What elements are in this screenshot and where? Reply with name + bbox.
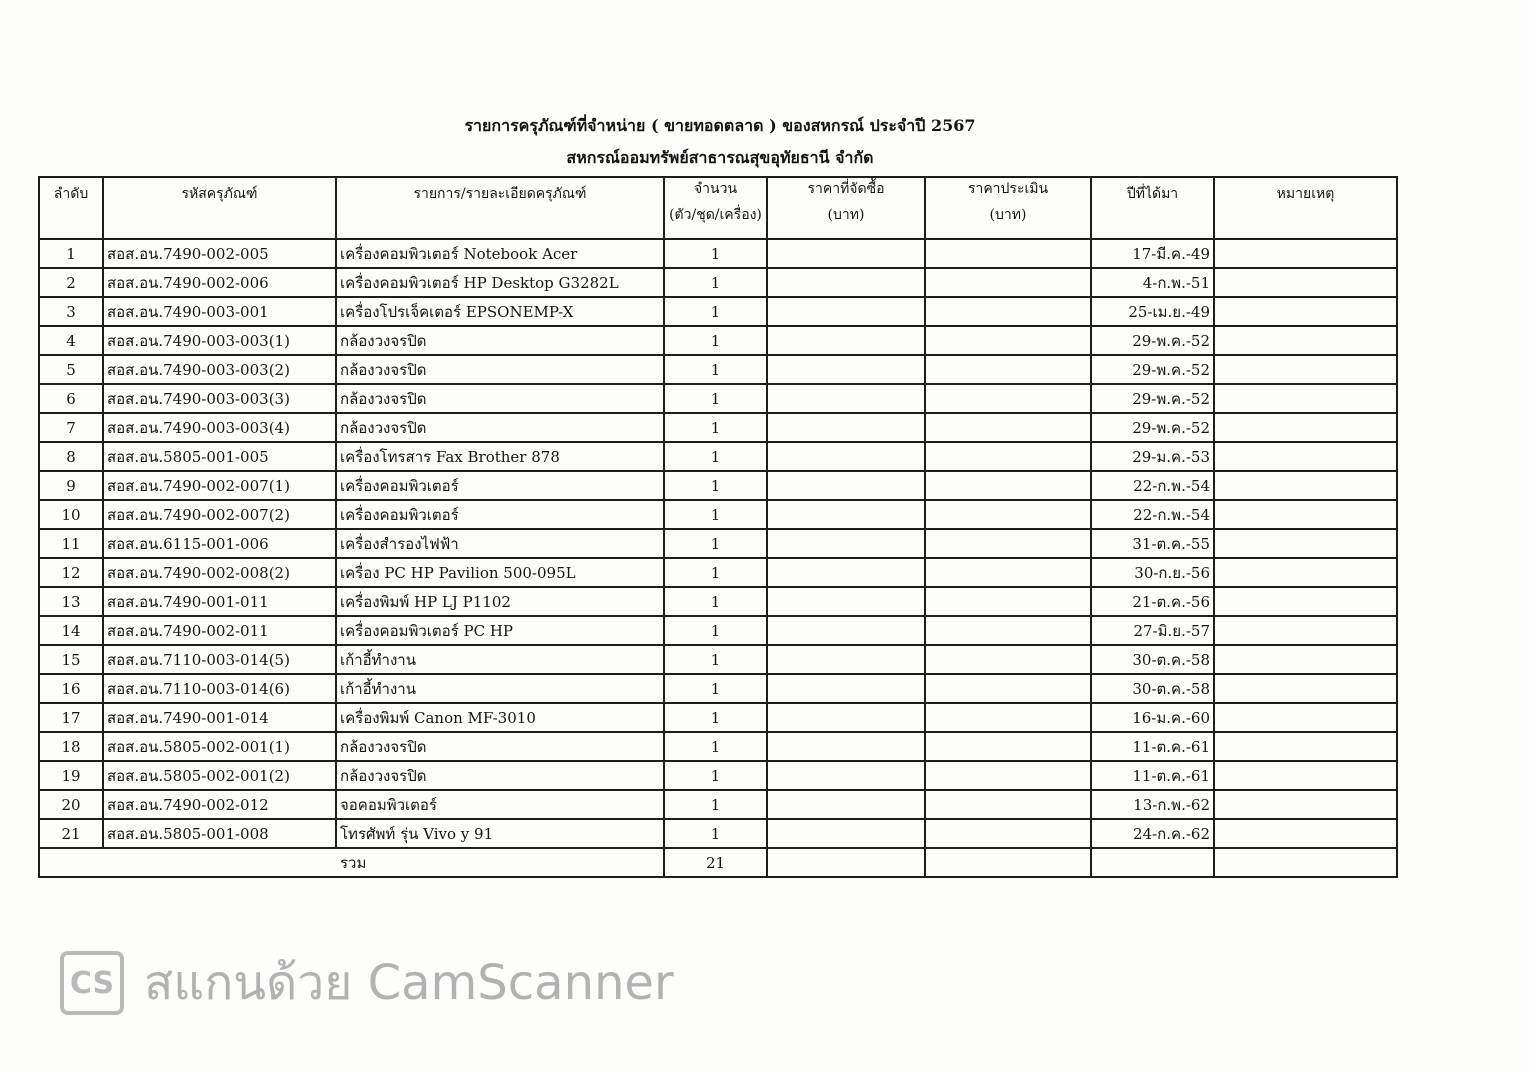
cell-no: 2 bbox=[39, 268, 103, 297]
header-eval-line1: ราคาประเมิน bbox=[967, 181, 1049, 197]
cell-note bbox=[1214, 732, 1397, 761]
cell-code: สอส.อน.5805-001-005 bbox=[103, 442, 336, 471]
table-row bbox=[39, 326, 1397, 355]
cell-eval bbox=[925, 384, 1091, 413]
cell-note bbox=[1214, 703, 1397, 732]
cell-year: 25-เม.ย.-49 bbox=[1091, 297, 1214, 326]
cell-qty: 1 bbox=[664, 529, 767, 558]
cell-no: 17 bbox=[39, 703, 103, 732]
cell-note bbox=[1214, 645, 1397, 674]
table-row bbox=[39, 384, 1397, 413]
cell-note bbox=[1214, 674, 1397, 703]
header-qty bbox=[664, 177, 767, 239]
cell-no: 21 bbox=[39, 819, 103, 848]
cell-no: 3 bbox=[39, 297, 103, 326]
table-row bbox=[39, 471, 1397, 500]
cell-desc: เครื่องพิมพ์ Canon MF-3010 bbox=[336, 703, 664, 732]
cell-qty: 1 bbox=[664, 413, 767, 442]
cell-no: 20 bbox=[39, 790, 103, 819]
cell-code: สอส.อน.5805-002-001(1) bbox=[103, 732, 336, 761]
cell-note bbox=[1214, 326, 1397, 355]
cell-year: 30-ต.ค.-58 bbox=[1091, 674, 1214, 703]
cell-year: 29-พ.ค.-52 bbox=[1091, 384, 1214, 413]
cell-eval bbox=[925, 326, 1091, 355]
cell-buy bbox=[767, 819, 925, 848]
cell-code: สอส.อน.7490-003-003(4) bbox=[103, 413, 336, 442]
cell-desc: เครื่องโทรสาร Fax Brother 878 bbox=[336, 442, 664, 471]
cell-buy bbox=[767, 674, 925, 703]
table-row bbox=[39, 268, 1397, 297]
cell-no: 15 bbox=[39, 645, 103, 674]
cell-year: 29-ม.ค.-53 bbox=[1091, 442, 1214, 471]
cell-year: 11-ต.ค.-61 bbox=[1091, 761, 1214, 790]
cell-eval bbox=[925, 558, 1091, 587]
cell-buy bbox=[767, 500, 925, 529]
cell-code: สอส.อน.7110-003-014(6) bbox=[103, 674, 336, 703]
cell-year: 16-ม.ค.-60 bbox=[1091, 703, 1214, 732]
cell-year: 29-พ.ค.-52 bbox=[1091, 326, 1214, 355]
cell-buy bbox=[767, 761, 925, 790]
cell-code: สอส.อน.5805-001-008 bbox=[103, 819, 336, 848]
cell-code: สอส.อน.7490-002-008(2) bbox=[103, 558, 336, 587]
header-code: รหัสครุภัณฑ์ bbox=[103, 177, 336, 239]
cell-code: สอส.อน.7490-001-014 bbox=[103, 703, 336, 732]
table-row bbox=[39, 674, 1397, 703]
cell-no: 7 bbox=[39, 413, 103, 442]
cell-eval bbox=[925, 268, 1091, 297]
table-row bbox=[39, 442, 1397, 471]
table-row bbox=[39, 297, 1397, 326]
cell-buy bbox=[767, 558, 925, 587]
cell-desc: เครื่องพิมพ์ HP LJ P1102 bbox=[336, 587, 664, 616]
cell-eval bbox=[925, 297, 1091, 326]
cell-code: สอส.อน.5805-002-001(2) bbox=[103, 761, 336, 790]
cell-note bbox=[1214, 819, 1397, 848]
cell-eval bbox=[925, 732, 1091, 761]
cell-no: 9 bbox=[39, 471, 103, 500]
header-eval-line2: (บาท) bbox=[989, 207, 1027, 223]
cell-no: 4 bbox=[39, 326, 103, 355]
cell-desc: เครื่องคอมพิวเตอร์ Notebook Acer bbox=[336, 239, 664, 268]
cell-no: 5 bbox=[39, 355, 103, 384]
cell-eval bbox=[925, 471, 1091, 500]
cell-year: 27-มิ.ย.-57 bbox=[1091, 616, 1214, 645]
cell-desc: เครื่องโปรเจ็คเตอร์ EPSONEMP-X bbox=[336, 297, 664, 326]
inventory-table bbox=[38, 176, 1398, 878]
cell-code: สอส.อน.7490-003-003(2) bbox=[103, 355, 336, 384]
cell-desc: เครื่องคอมพิวเตอร์ bbox=[336, 500, 664, 529]
cell-desc: เก้าอี้ทำงาน bbox=[336, 674, 664, 703]
cell-buy bbox=[767, 413, 925, 442]
cell-code: สอส.อน.7490-001-011 bbox=[103, 587, 336, 616]
cell-desc: เครื่องสำรองไฟฟ้า bbox=[336, 529, 664, 558]
cell-year: 30-ก.ย.-56 bbox=[1091, 558, 1214, 587]
cell-no: 6 bbox=[39, 384, 103, 413]
cell-qty: 1 bbox=[664, 355, 767, 384]
camscanner-logo-icon: CS bbox=[60, 951, 124, 1015]
total-year bbox=[1091, 848, 1214, 877]
header-eval bbox=[925, 177, 1091, 239]
cell-note bbox=[1214, 529, 1397, 558]
cell-note bbox=[1214, 790, 1397, 819]
cell-note bbox=[1214, 616, 1397, 645]
cell-qty: 1 bbox=[664, 587, 767, 616]
cell-desc: เก้าอี้ทำงาน bbox=[336, 645, 664, 674]
cell-qty: 1 bbox=[664, 819, 767, 848]
cell-qty: 1 bbox=[664, 761, 767, 790]
cell-no: 19 bbox=[39, 761, 103, 790]
total-note bbox=[1214, 848, 1397, 877]
cell-buy bbox=[767, 268, 925, 297]
cell-eval bbox=[925, 442, 1091, 471]
cell-year: 29-พ.ค.-52 bbox=[1091, 413, 1214, 442]
cell-qty: 1 bbox=[664, 645, 767, 674]
cell-eval bbox=[925, 790, 1091, 819]
cell-buy bbox=[767, 790, 925, 819]
cell-no: 16 bbox=[39, 674, 103, 703]
cell-year: 4-ก.พ.-51 bbox=[1091, 268, 1214, 297]
cell-code: สอส.อน.7490-003-001 bbox=[103, 297, 336, 326]
cell-buy bbox=[767, 297, 925, 326]
table-row bbox=[39, 558, 1397, 587]
cell-desc: เครื่อง PC HP Pavilion 500-095L bbox=[336, 558, 664, 587]
cell-buy bbox=[767, 442, 925, 471]
cell-eval bbox=[925, 529, 1091, 558]
cell-no: 10 bbox=[39, 500, 103, 529]
cell-buy bbox=[767, 529, 925, 558]
table-row bbox=[39, 645, 1397, 674]
header-buy bbox=[767, 177, 925, 239]
cell-desc: กล้องวงจรปิด bbox=[336, 384, 664, 413]
cell-desc: กล้องวงจรปิด bbox=[336, 761, 664, 790]
total-label bbox=[39, 848, 664, 877]
cell-buy bbox=[767, 326, 925, 355]
total-row bbox=[39, 848, 1397, 877]
cell-qty: 1 bbox=[664, 500, 767, 529]
cell-year: 22-ก.พ.-54 bbox=[1091, 471, 1214, 500]
cell-qty: 1 bbox=[664, 471, 767, 500]
cell-note bbox=[1214, 268, 1397, 297]
cell-qty: 1 bbox=[664, 268, 767, 297]
cell-desc: เครื่องคอมพิวเตอร์ bbox=[336, 471, 664, 500]
cell-qty: 1 bbox=[664, 297, 767, 326]
cell-year: 11-ต.ค.-61 bbox=[1091, 732, 1214, 761]
cell-code: สอส.อน.7490-003-003(1) bbox=[103, 326, 336, 355]
table-row bbox=[39, 732, 1397, 761]
cell-code: สอส.อน.7490-002-007(2) bbox=[103, 500, 336, 529]
cell-qty: 1 bbox=[664, 442, 767, 471]
cell-no: 8 bbox=[39, 442, 103, 471]
header-no: ลำดับ bbox=[39, 177, 103, 239]
cell-note bbox=[1214, 442, 1397, 471]
total-label-text: รวม bbox=[340, 853, 367, 872]
document-subtitle: สหกรณ์ออมทรัพย์สาธารณสุขอุทัยธานี จำกัด bbox=[566, 148, 874, 167]
cell-year: 22-ก.พ.-54 bbox=[1091, 500, 1214, 529]
cell-note bbox=[1214, 471, 1397, 500]
cell-no: 11 bbox=[39, 529, 103, 558]
cell-code: สอส.อน.7490-002-012 bbox=[103, 790, 336, 819]
cell-desc: จอคอมพิวเตอร์ bbox=[336, 790, 664, 819]
table-row bbox=[39, 500, 1397, 529]
cell-buy bbox=[767, 703, 925, 732]
cell-buy bbox=[767, 732, 925, 761]
cell-eval bbox=[925, 355, 1091, 384]
header-buy-line1: ราคาที่จัดซื้อ bbox=[807, 181, 885, 197]
cell-year: 30-ต.ค.-58 bbox=[1091, 645, 1214, 674]
table-row bbox=[39, 239, 1397, 268]
cell-eval bbox=[925, 761, 1091, 790]
total-qty: 21 bbox=[664, 848, 767, 877]
cell-no: 14 bbox=[39, 616, 103, 645]
cell-eval bbox=[925, 674, 1091, 703]
cell-note bbox=[1214, 558, 1397, 587]
cell-eval bbox=[925, 587, 1091, 616]
camscanner-text: สแกนด้วย CamScanner bbox=[144, 955, 674, 1011]
cell-code: สอส.อน.7490-003-003(3) bbox=[103, 384, 336, 413]
cell-qty: 1 bbox=[664, 790, 767, 819]
cell-desc: กล้องวงจรปิด bbox=[336, 413, 664, 442]
cell-no: 1 bbox=[39, 239, 103, 268]
table-row bbox=[39, 587, 1397, 616]
cell-note bbox=[1214, 297, 1397, 326]
header-year: ปีที่ได้มา bbox=[1091, 177, 1214, 239]
cell-qty: 1 bbox=[664, 384, 767, 413]
cell-qty: 1 bbox=[664, 558, 767, 587]
cell-qty: 1 bbox=[664, 732, 767, 761]
header-buy-line2: (บาท) bbox=[827, 207, 865, 223]
cell-note bbox=[1214, 587, 1397, 616]
table-row bbox=[39, 529, 1397, 558]
cell-eval bbox=[925, 645, 1091, 674]
cell-eval bbox=[925, 239, 1091, 268]
table-row bbox=[39, 616, 1397, 645]
cell-qty: 1 bbox=[664, 239, 767, 268]
table-row bbox=[39, 790, 1397, 819]
cell-code: สอส.อน.7490-002-006 bbox=[103, 268, 336, 297]
cell-note bbox=[1214, 384, 1397, 413]
total-buy bbox=[767, 848, 925, 877]
cell-desc: กล้องวงจรปิด bbox=[336, 326, 664, 355]
header-desc: รายการ/รายละเอียดครุภัณฑ์ bbox=[336, 177, 664, 239]
cell-note bbox=[1214, 500, 1397, 529]
cell-eval bbox=[925, 819, 1091, 848]
cell-qty: 1 bbox=[664, 326, 767, 355]
cell-buy bbox=[767, 384, 925, 413]
cell-buy bbox=[767, 471, 925, 500]
cell-code: สอส.อน.7490-002-005 bbox=[103, 239, 336, 268]
document-title: รายการครุภัณฑ์ที่จำหน่าย ( ขายทอดตลาด ) ของสหกรณ์ ประจำปี 2567 bbox=[464, 116, 976, 135]
cell-desc: กล้องวงจรปิด bbox=[336, 355, 664, 384]
table-row bbox=[39, 355, 1397, 384]
cell-no: 12 bbox=[39, 558, 103, 587]
cell-year: 31-ต.ค.-55 bbox=[1091, 529, 1214, 558]
cell-buy bbox=[767, 355, 925, 384]
cell-note bbox=[1214, 355, 1397, 384]
cell-year: 17-มี.ค.-49 bbox=[1091, 239, 1214, 268]
cell-qty: 1 bbox=[664, 674, 767, 703]
table-header-row bbox=[39, 177, 1397, 239]
cell-no: 18 bbox=[39, 732, 103, 761]
cell-note bbox=[1214, 761, 1397, 790]
cell-eval bbox=[925, 616, 1091, 645]
table-row bbox=[39, 761, 1397, 790]
cell-no: 13 bbox=[39, 587, 103, 616]
cell-code: สอส.อน.7490-002-011 bbox=[103, 616, 336, 645]
cell-buy bbox=[767, 616, 925, 645]
cell-buy bbox=[767, 239, 925, 268]
cell-desc: โทรศัพท์ รุ่น Vivo y 91 bbox=[336, 819, 664, 848]
cell-desc: เครื่องคอมพิวเตอร์ HP Desktop G3282L bbox=[336, 268, 664, 297]
header-qty-line1: จำนวน bbox=[693, 181, 738, 197]
cell-qty: 1 bbox=[664, 616, 767, 645]
total-eval bbox=[925, 848, 1091, 877]
cell-buy bbox=[767, 645, 925, 674]
table-row bbox=[39, 819, 1397, 848]
cell-note bbox=[1214, 413, 1397, 442]
cell-code: สอส.อน.7490-002-007(1) bbox=[103, 471, 336, 500]
cell-buy bbox=[767, 587, 925, 616]
cell-year: 29-พ.ค.-52 bbox=[1091, 355, 1214, 384]
cell-desc: กล้องวงจรปิด bbox=[336, 732, 664, 761]
cell-note bbox=[1214, 239, 1397, 268]
header-qty-line2: (ตัว/ชุด/เครื่อง) bbox=[669, 207, 762, 223]
cell-code: สอส.อน.6115-001-006 bbox=[103, 529, 336, 558]
cell-year: 21-ต.ค.-56 bbox=[1091, 587, 1214, 616]
table-row bbox=[39, 413, 1397, 442]
cell-desc: เครื่องคอมพิวเตอร์ PC HP bbox=[336, 616, 664, 645]
camscanner-watermark bbox=[60, 948, 674, 1018]
cell-qty: 1 bbox=[664, 703, 767, 732]
header-note: หมายเหตุ bbox=[1214, 177, 1397, 239]
cell-code: สอส.อน.7110-003-014(5) bbox=[103, 645, 336, 674]
cell-year: 24-ก.ค.-62 bbox=[1091, 819, 1214, 848]
cell-eval bbox=[925, 500, 1091, 529]
cell-year: 13-ก.พ.-62 bbox=[1091, 790, 1214, 819]
table-row bbox=[39, 703, 1397, 732]
cell-eval bbox=[925, 413, 1091, 442]
cell-eval bbox=[925, 703, 1091, 732]
